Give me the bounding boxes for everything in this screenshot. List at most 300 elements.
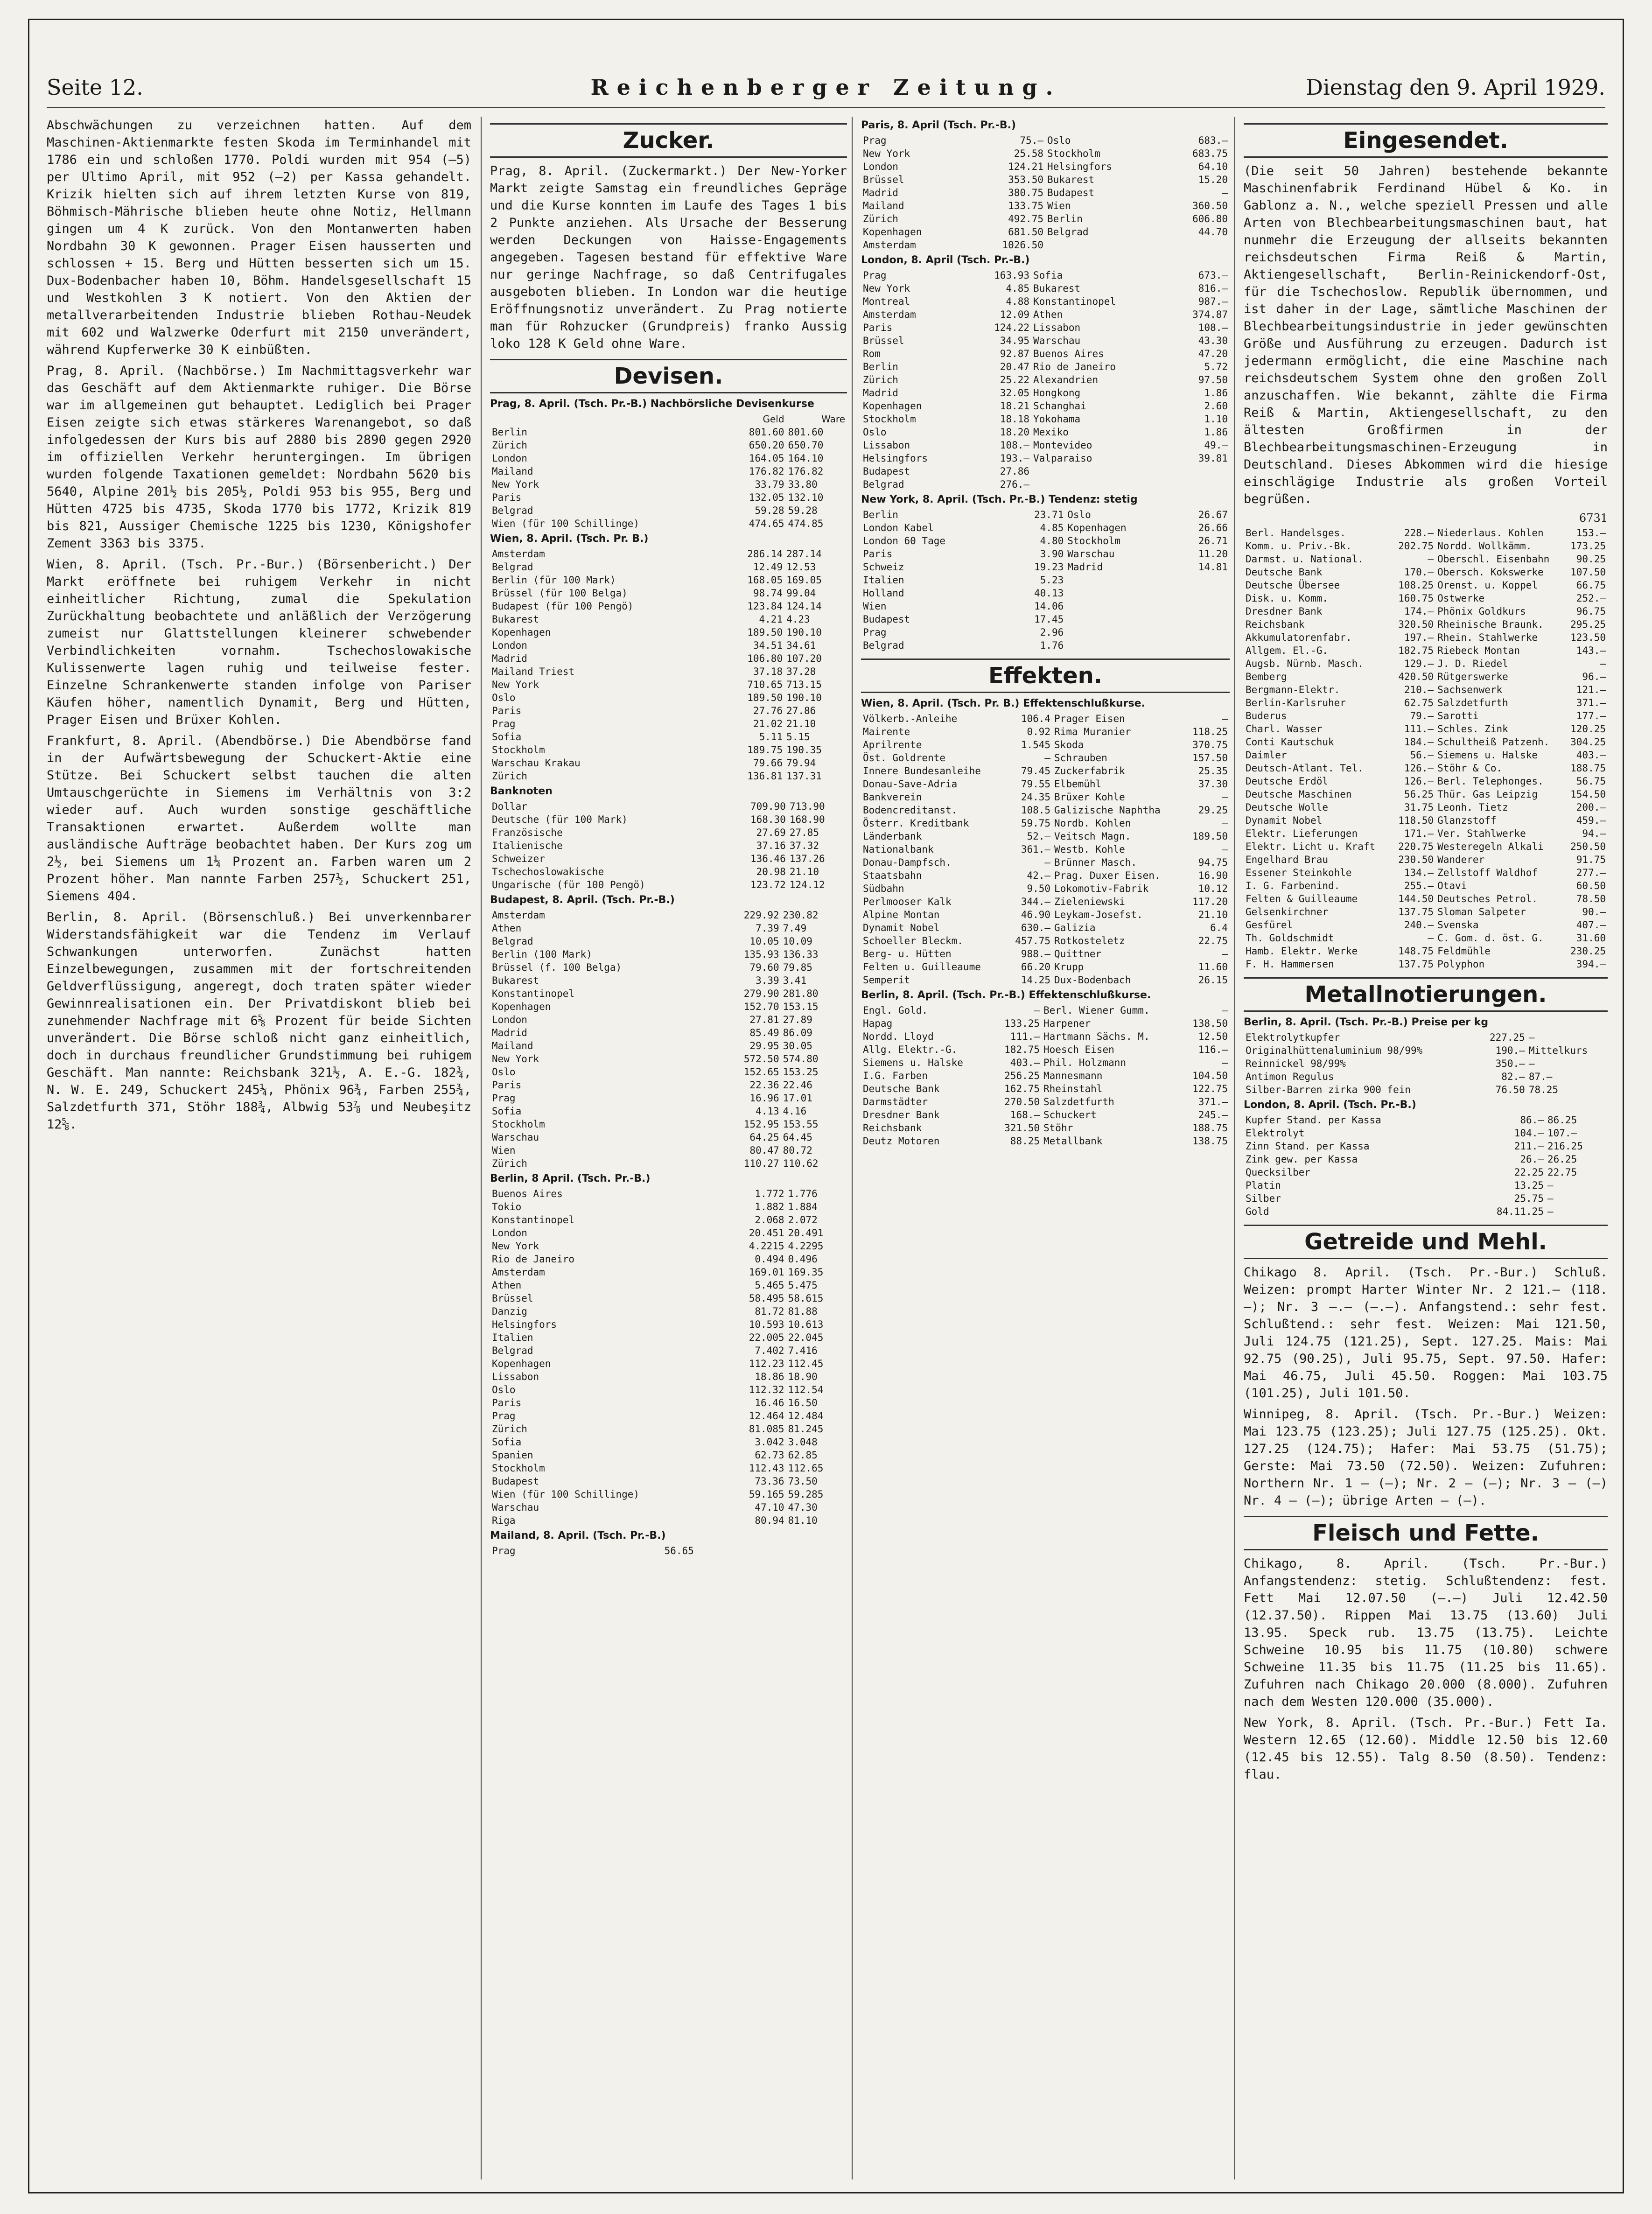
rate-row (861, 413, 1230, 426)
rate-value: 202.75 (1398, 540, 1434, 552)
rate-value: 1.76 (1040, 640, 1064, 651)
rate-label: Niederlaus. Kohlen (1437, 527, 1544, 539)
rate-label: 1.776 (788, 1188, 818, 1199)
rate-label: 230.82 (783, 910, 819, 921)
rate-row (1244, 801, 1608, 814)
rate-label: Rotkosteletz (1054, 935, 1125, 946)
rate-label: Gold (1246, 1206, 1269, 1217)
rate-value (1163, 238, 1230, 252)
rate-value: 81.085 (749, 1423, 784, 1435)
rate-value (1173, 574, 1230, 587)
rate-label: Brüssel (für 100 Belga) (492, 588, 628, 599)
rate-value: 126.— (1404, 763, 1434, 774)
budapest-devisen-table (490, 909, 847, 1170)
rate-label: 112.65 (788, 1463, 824, 1474)
rate-value: 96.75 (1576, 606, 1606, 617)
rate-value: 286.14 (747, 548, 783, 560)
rate-value: 56.— (1410, 750, 1434, 761)
rate-label: I.G. Farben (863, 1070, 928, 1081)
rate-value: 79.— (1410, 710, 1434, 722)
rate-row (861, 738, 1230, 751)
rate-value: 138.50 (1192, 1018, 1228, 1029)
rate-label: Kupfer Stand. per Kassa (1246, 1114, 1381, 1126)
rate-value: 80.47 (749, 1145, 779, 1156)
rate-value: 32.05 (1000, 387, 1030, 399)
prag-devisen-head: Prag, 8. April. (Tsch. Pr.-B.) Nachbörsliche Devisenkurse (490, 398, 814, 410)
rate-row (861, 269, 1230, 282)
rate-label: Belgrad (1047, 226, 1089, 238)
rate-row (490, 800, 847, 813)
rate-row (490, 1092, 847, 1105)
rate-value: — (1600, 658, 1606, 669)
rate-value: 21.02 (753, 718, 783, 729)
rate-value: 4.88 (1006, 296, 1030, 307)
rate-label: Augsb. Nürnb. Masch. (1246, 658, 1364, 669)
rate-label: Kopenhagen (492, 627, 551, 638)
rate-label (1065, 587, 1173, 600)
rate-label: 713.15 (786, 679, 822, 690)
rate-value: 1.86 (1204, 427, 1228, 438)
rate-label: Thür. Gas Leipzig (1437, 789, 1538, 800)
rate-value: 33.79 (755, 479, 784, 490)
rate-value: 12.50 (1198, 1031, 1228, 1042)
rate-value: 10.593 (749, 1319, 784, 1330)
rate-label: 153.15 (783, 1001, 819, 1012)
rate-row (1244, 775, 1608, 788)
rate-row (1244, 553, 1608, 566)
rate-value: 49.— (1204, 440, 1228, 451)
rate-row (490, 1000, 847, 1013)
rate-value: 152.70 (743, 1001, 779, 1012)
rate-value: 64.25 (749, 1132, 779, 1143)
rate-label: 80.72 (783, 1145, 812, 1156)
rate-value: 117.20 (1192, 896, 1228, 907)
rate-value: 21.10 (1198, 909, 1228, 920)
rate-label: Rima Muranier (1054, 726, 1131, 737)
rate-label: Charl. Wasser (1246, 723, 1323, 735)
rate-label: Essener Steinkohle (1246, 867, 1352, 878)
rate-value: 56.25 (1404, 789, 1434, 800)
rate-label: Schoeller Bleckm. (863, 935, 963, 946)
rate-value: 22.75 (1198, 935, 1228, 946)
rate-label: Rütgerswerke (1437, 671, 1508, 682)
rate-row (1244, 1127, 1608, 1140)
rate-label: 2.072 (788, 1214, 818, 1226)
rate-value: 90.25 (1576, 554, 1606, 565)
rate-label: Zuckerfabrik (1054, 765, 1125, 777)
rate-value: 7.39 (756, 923, 779, 934)
rate-label: Schles. Zink (1437, 723, 1508, 735)
rate-value: 14.25 (1021, 974, 1051, 986)
rate-value: 78.50 (1576, 893, 1606, 904)
rate-value: 321.50 (1004, 1122, 1040, 1134)
rate-value: 37.18 (753, 666, 783, 677)
rate-label: Amsterdam (492, 1267, 545, 1278)
rate-label: Silber (1246, 1193, 1281, 1204)
rate-label: Amsterdam (492, 910, 545, 921)
rate-label: 22.46 (783, 1079, 812, 1091)
rate-value: 80.94 (755, 1515, 784, 1526)
rate-value: 97.50 (1198, 374, 1228, 385)
rate-value: 58.495 (749, 1293, 784, 1304)
rate-row (490, 547, 847, 561)
rate-row (490, 1305, 847, 1318)
rate-label: Brüssel (863, 174, 904, 185)
rate-label: Südbahn (863, 883, 904, 894)
rate-value: 407.— (1576, 919, 1606, 931)
rate-value: 59.75 (1021, 818, 1051, 829)
rate-row (861, 212, 1230, 225)
rate-value: 5.23 (1040, 575, 1064, 586)
rate-label: Prag. Duxer Eisen. (1054, 870, 1161, 881)
rate-value: 111.— (1404, 723, 1434, 735)
rate-value: — (1428, 932, 1434, 944)
rate-label: Lissabon (1033, 322, 1081, 333)
rate-row (490, 878, 847, 891)
rate-label: Polyphon (1437, 959, 1485, 970)
mailand-devisen-head: Mailand, 8. April. (Tsch. Pr.-B.) (490, 1530, 666, 1541)
rate-value: 91.75 (1576, 854, 1606, 865)
rate-row (861, 1121, 1230, 1135)
rate-label: Oslo (492, 1384, 516, 1395)
rate-value: 137.75 (1398, 959, 1434, 970)
rate-row (861, 321, 1230, 334)
rate-label: 17.01 (783, 1093, 812, 1104)
rate-value: 47.20 (1198, 348, 1228, 359)
rate-label: Dynamit Nobel (863, 922, 940, 933)
rate-row (861, 347, 1230, 360)
rate-label: Lissabon (492, 1371, 539, 1382)
rate-label: Hapag (863, 1018, 893, 1029)
rate-label: New York (492, 1240, 539, 1252)
rate-row (1244, 840, 1608, 853)
rate-label: Engelhard Brau (1246, 854, 1329, 865)
rate-value: — (1222, 187, 1228, 198)
rate-row (861, 1043, 1230, 1056)
rate-label: 153.25 (783, 1066, 819, 1078)
rate-row (861, 160, 1230, 173)
rate-value: 79.66 (753, 757, 783, 769)
rate-label: Antimon Regulus (1246, 1071, 1334, 1082)
rate-label: Westb. Kohle (1054, 844, 1125, 855)
rate-value: 193.— (1000, 453, 1030, 464)
section-head-getreide: Getreide und Mehl. (1244, 1225, 1608, 1259)
rate-value: 26.15 (1198, 974, 1228, 986)
rate-row (1244, 1205, 1608, 1218)
rate-label: Bukarest (492, 614, 539, 625)
rate-value: 270.50 (1004, 1096, 1040, 1107)
issue-date: Dienstag den 9. April 1929. (1306, 75, 1605, 100)
paris-devisen-table (861, 134, 1230, 252)
rate-label: Paris (492, 492, 522, 503)
rate-row (490, 1279, 847, 1292)
rate-row (1244, 657, 1608, 670)
rate-value: 683.— (1198, 135, 1228, 146)
rate-label: Schuckert (1043, 1109, 1097, 1121)
rate-value: 157.50 (1192, 752, 1228, 764)
rate-label: Elbemühl (1054, 778, 1102, 790)
rate-value: 3.39 (756, 975, 779, 986)
rate-label (1065, 600, 1173, 613)
article-paragraph: Abschwächungen zu verzeichnen hatten. Auf dem Maschinen-Aktienmarkte festen Skoda im Terminhandel mit 1786 ein und schloßen 1770. Poldi wurden mit 954 (—5) per Ultimo April, mit 952 (—2) per Kassa gehandelt. Krizik hielten sich auf ihrem letzten Kurse von 819, Böhmisch-Mährische blieben heute ohne Notiz, Hellmann gingen um 4 K zurück. Von den Montanwerten haben Nordbahn 30 K gewonnen. Prager Eisen hausserten und schlossen + 15. Berg und Hütten besserten sich um 15. Dux-Bodenbacher haben 10, Böhm. Handelsgesellschaft 15 und Westkohlen 3 K notiert. Von den Aktien der metallverarbeitenden Industrie blieben Rothau-Neudek mit 602 und Walzwerke Oderfurt mit 2150 unverändert, während Kupferwerke 30 K einbüßten. (47, 118, 471, 357)
rate-value: 104.50 (1192, 1070, 1228, 1081)
rate-value: 111.— (1010, 1031, 1040, 1042)
rate-row (861, 764, 1230, 778)
ny-devisen-table (861, 508, 1230, 652)
rate-label: Athen (492, 1280, 522, 1291)
rate-value: 710.65 (747, 679, 783, 690)
rate-label: Berl. Telephonges. (1437, 776, 1544, 787)
rate-value: 52.— (1027, 831, 1051, 842)
wien-devisen-head: Wien, 8. April. (Tsch. Pr. B.) (490, 533, 649, 545)
rate-label: Helsingfors (863, 453, 928, 464)
rate-label: Mailand (492, 466, 533, 477)
rate-row (490, 1514, 847, 1527)
rate-row (861, 843, 1230, 856)
rate-value: 210.— (1404, 684, 1434, 695)
rate-label: Nationalbank (863, 844, 934, 855)
rate-row (490, 1266, 847, 1279)
rate-label: Rhein. Stahlwerke (1437, 632, 1538, 643)
rate-value: 474.65 (749, 518, 784, 529)
rate-row (490, 730, 847, 743)
rate-label: 7.49 (783, 923, 807, 934)
rate-label: Athen (1033, 309, 1063, 320)
rate-row (490, 452, 847, 465)
rate-row (861, 1017, 1230, 1030)
rate-label: Öst. Goldrente (863, 752, 946, 764)
rate-value: 27.86 (1000, 466, 1030, 477)
rate-value: 457.75 (1015, 935, 1051, 946)
rate-label: 33.80 (788, 479, 818, 490)
rate-label: 168.90 (789, 814, 825, 825)
rate-label: Wien (für 100 Schillinge) (492, 518, 640, 529)
rate-row (1244, 526, 1608, 539)
rate-label: Platin (1246, 1180, 1281, 1191)
rate-row (1244, 788, 1608, 801)
rate-row (1244, 827, 1608, 840)
rate-label: 59.28 (788, 505, 818, 516)
rate-row (490, 987, 847, 1000)
rate-row (490, 1396, 847, 1409)
rate-value (1168, 478, 1230, 491)
rate-label: Berlin-Karlsruher (1246, 697, 1346, 708)
rate-label: New York (863, 148, 910, 159)
column-2 (481, 117, 847, 2179)
rate-value: 106.80 (747, 653, 783, 664)
rate-label: Gesfürel (1246, 919, 1293, 931)
rate-row (861, 1095, 1230, 1108)
rate-label: Sofia (492, 1106, 522, 1117)
rate-label: Prag (492, 718, 516, 729)
column-3 (852, 117, 1230, 2179)
rate-row (861, 1082, 1230, 1095)
rate-label: 3.048 (788, 1436, 818, 1448)
rate-label: Bukarest (1033, 283, 1081, 294)
rate-label: 4.16 (783, 1106, 807, 1117)
rate-label: Warschau (1067, 548, 1115, 560)
rate-label: Allg. Elektr.-G. (863, 1044, 958, 1055)
rate-label: 79.94 (786, 757, 816, 769)
column-4 (1234, 117, 1608, 2179)
rate-label: Zinn Stand. per Kassa (1246, 1141, 1370, 1152)
rate-label: Sofia (492, 1436, 522, 1448)
rate-value: 62.75 (1404, 697, 1434, 708)
rate-value: 11.20 (1198, 548, 1228, 560)
rate-label: New York (492, 1053, 539, 1065)
rate-row (861, 173, 1230, 186)
rate-value: — (1044, 857, 1051, 868)
zucker-report: Prag, 8. April. (Zuckermarkt.) Der New-Yorker Markt zeigte Samstag ein freundliches Gepräge und die Kurse konnten im Laufe des Tages 1 bis 2 Punkte anziehen. Als Ursache der Besserung werden Deckungen von Haisse-Engagements angegeben. Tagesen bestand für effektive Ware nur geringe Nachfrage, so daß Centrifugales ausgeboten blieben. In London war die heutige Eröffnungsnotiz unverändert. Zu Prag notierte man für Rohzucker (Grundpreis) franko Aussig loko 128 K Geld ohne Ware. (490, 164, 847, 351)
rate-value: 279.90 (743, 988, 779, 999)
rate-value: 82.— (1501, 1071, 1525, 1082)
rate-label: 5.475 (788, 1280, 818, 1291)
rate-value: 20.98 (756, 866, 786, 877)
rate-label: — (1528, 1058, 1535, 1069)
rate-value: 630.— (1021, 922, 1051, 933)
eingesendet-code: 6731 (1579, 511, 1608, 525)
rate-label: Salzdetfurth (1043, 1096, 1114, 1107)
rate-label: Siemens u. Halske (1437, 750, 1538, 761)
rate-value: 137.75 (1398, 906, 1434, 918)
rate-label: Zürich (863, 213, 898, 224)
rate-label: Stockholm (492, 1463, 545, 1474)
rate-value: 6.4 (1210, 922, 1228, 933)
rate-label: 164.10 (788, 453, 824, 464)
rate-value: 229.92 (743, 910, 779, 921)
rate-label: Prager Eisen (1054, 713, 1125, 724)
rate-label: Paris (863, 322, 893, 333)
rate-row (490, 1370, 847, 1383)
rate-label: Alpine Montan (863, 909, 940, 920)
rate-label: Galizische Naphtha (1054, 805, 1161, 816)
rate-label: 4.23 (786, 614, 810, 625)
rate-value: 94.— (1582, 828, 1606, 839)
rate-label: Sofia (1033, 270, 1063, 281)
rate-label: 136.33 (783, 949, 819, 960)
rate-value: 134.— (1404, 867, 1434, 878)
rate-row (490, 839, 847, 852)
rate-value: 118.50 (1398, 815, 1434, 826)
rate-row (861, 439, 1230, 452)
rate-row (861, 712, 1230, 725)
rate-row (490, 1462, 847, 1475)
rate-value (642, 1544, 662, 1557)
rate-label: Salzdetfurth (1437, 697, 1508, 708)
rate-row (490, 813, 847, 826)
london-metall-table (1244, 1114, 1608, 1218)
rate-label: Quecksilber (1246, 1167, 1311, 1178)
rate-value: 250.50 (1570, 841, 1606, 852)
rate-row (861, 295, 1230, 308)
rate-row (861, 561, 1230, 574)
rate-label: Stockholm (492, 1119, 545, 1130)
rate-row (861, 921, 1230, 934)
section-head-zucker: Zucker. (490, 123, 847, 158)
article-paragraph: Prag, 8. April. (Nachbörse.) Im Nachmittagsverkehr war das Geschäft auf dem Aktienmarkte ruhiger. Die Börse war im allgemeinen gut behauptet. Lediglich bei Prager Eisen zeigte sich etwas stärkeres Warenangebot, so daß infolgedessen der Kurs bis auf 2880 bis 2890 gegen 2920 im offiziellen Verkehr heruntergingen. Im übrigen wurden folgende Taxationen gemeldet: Nordbahn 5620 bis 5640, Alpine 201½ bis 205½, Poldi 953 bis 955, Berg und Hütten 4725 bis 4735, Skoda 1770 bis 1772, Krizik 819 bis 821, Aussiger Chemische 1225 bis 1230, Königshofer Zement 3363 bis 3375. (47, 364, 471, 551)
rate-value: 22.25 (1514, 1167, 1544, 1178)
rate-label: Bergmann-Elektr. (1246, 684, 1340, 695)
rate-value: 124.21 (1008, 161, 1043, 172)
rate-label: Buenos Aires (492, 1188, 563, 1199)
rate-value: 112.43 (749, 1463, 784, 1474)
rate-value: 171.— (1404, 828, 1434, 839)
rate-value: 25.22 (1000, 374, 1030, 385)
london-metall-head: London, 8. April. (Tsch. Pr.-B.) (1244, 1099, 1416, 1111)
rate-label: Feldmühle (1437, 946, 1491, 957)
wien-devisen-table (490, 547, 847, 783)
rate-label: Reichsbank (1246, 619, 1305, 630)
rate-label: 30.05 (783, 1040, 812, 1051)
rate-label: Danzig (492, 1306, 527, 1317)
rate-label: J. D. Riedel (1437, 658, 1508, 669)
rate-label: Schultheiß Patzenh. (1437, 736, 1550, 748)
rate-row (490, 1331, 847, 1344)
rate-label: Westeregeln Alkali (1437, 841, 1544, 852)
berlin-devisen-head: Berlin, 8 April. (Tsch. Pr.-B.) (490, 1173, 651, 1184)
rate-label: Buenos Aires (1033, 348, 1104, 359)
rate-label: 12.484 (788, 1410, 824, 1422)
rate-value: 24.35 (1021, 792, 1051, 803)
rate-label: Belgrad (863, 640, 904, 651)
rate-label: 81.245 (788, 1423, 824, 1435)
rate-label: 81.10 (788, 1515, 818, 1526)
rate-value: 136.81 (747, 771, 783, 782)
rate-label: Deutsche (für 100 Mark) (492, 814, 628, 825)
rate-label: Dux-Bodenbach (1054, 974, 1131, 986)
rate-value: 240.— (1404, 919, 1434, 931)
rate-label: 20.491 (788, 1227, 824, 1239)
rate-label: Prag (492, 1545, 516, 1556)
rate-value: 153.— (1576, 527, 1606, 539)
rate-label: Stöhr (1043, 1122, 1073, 1134)
rate-label: Zürich (492, 440, 527, 451)
rate-row (490, 1344, 847, 1357)
rate-row (490, 1253, 847, 1266)
rate-row (490, 922, 847, 935)
rate-row (490, 948, 847, 961)
rate-row (1244, 1166, 1608, 1179)
column-1 (47, 117, 471, 2179)
rate-value: 15.20 (1198, 174, 1228, 185)
rate-row (490, 1488, 847, 1501)
rate-row (861, 817, 1230, 830)
paris-devisen-head: Paris, 8. April (Tsch. Pr.-B.) (861, 119, 1016, 131)
rate-value: 4.80 (1040, 535, 1064, 546)
rate-value: 168.05 (747, 575, 783, 586)
rate-label: Konstantinopel (492, 988, 575, 999)
rate-row (1244, 1153, 1608, 1166)
rate-label: Reinnickel 98/99% (1246, 1058, 1346, 1069)
rate-label: Helsingfors (492, 1319, 557, 1330)
rate-value: 18.18 (1000, 413, 1030, 425)
rate-row (1244, 1192, 1608, 1205)
rate-label: Länderbank (863, 831, 922, 842)
rate-label: Galizia (1054, 922, 1096, 933)
rate-label: Berl. Handelsges. (1246, 527, 1346, 539)
rate-row (1244, 644, 1608, 657)
rate-value: — (1222, 844, 1228, 855)
rate-value: 27.76 (753, 705, 783, 716)
rate-row (861, 908, 1230, 921)
rate-value: 606.80 (1192, 213, 1228, 224)
rate-label: Deutsche Wolle (1246, 802, 1329, 813)
rate-row (490, 517, 847, 530)
rate-label: Rio de Janeiro (1033, 361, 1116, 372)
rate-label: Valparaiso (1033, 453, 1092, 464)
rate-value: 107.50 (1570, 567, 1606, 578)
rate-value: 79.45 (1021, 765, 1051, 777)
